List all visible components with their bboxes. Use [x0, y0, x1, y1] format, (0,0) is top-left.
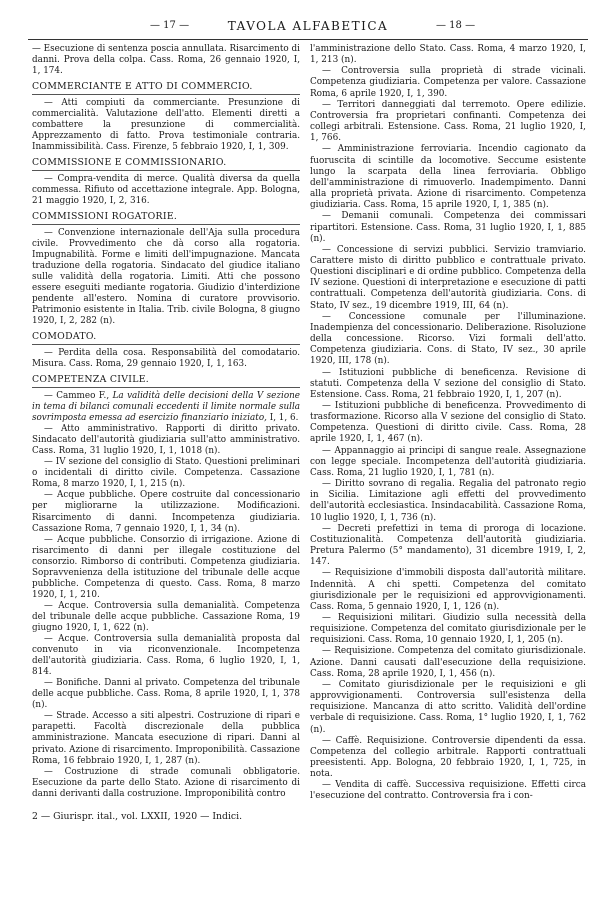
index-entry: — Concessione comunale per l'illuminazione. Inadempienza del concessionario. Deliberazione. Risoluzione della concessione. Ricorso. Vizi formali dell'atto. Competenza giudiziaria. Cons. di Stato, IV sez., 30 aprile 1920, III, 178 (n). [310, 311, 586, 367]
index-entry: — Atto amministrativo. Rapporti di diritto privato. Sindacato dell'autorità giudiziaria sull'atto amministrativo. Cass. Roma, 31 luglio 1920, I, 1, 1018 (n). [32, 424, 300, 457]
heading-underline [32, 224, 300, 225]
index-entry: — Diritto sovrano di regalia. Regalia del patronato regio in Sicilia. Limitazione agli effetti del provvedimento dell'autorità ecclesiastica. Insindacabilità. Cassazione Roma, 10 luglio 1920, I, 1, 736 (n). [310, 479, 586, 523]
page-title: TAVOLA ALFABETICA [227, 19, 389, 33]
header-rule [28, 39, 588, 40]
section-heading-text: COMMERCIANTE E ATTO DI COMMERCIO. [32, 81, 253, 93]
entry-italic-title: La validità delle decisioni della V sezione in tema di bilanci comunali eccedenti il limite normale sulla sovrimposta emessa ad esercizio finanziario iniziato, [32, 391, 300, 424]
section-heading [32, 157, 300, 171]
index-entry: — Concessione di servizi pubblici. Servizio tramviario. Carattere misto di diritto pubblico e contrattuale privato. Questioni disciplinari e di ordine pubblico. Competenza della IV sezione. Questioni di interpretazione e esecuzione di patti contrattuali. Competenza dell'autorità giudiziaria. Cons. di Stato, IV sez., 19 dicembre 1919, III, 64 (n). [310, 244, 586, 311]
heading-underline [32, 170, 300, 171]
section-heading [32, 81, 300, 95]
index-entry: l'amministrazione dello Stato. Cass. Roma, 4 marzo 1920, I, 1, 213 (n). [310, 44, 586, 66]
index-entry: — Strade. Accesso a siti alpestri. Costruzione di ripari e parapetti. Facoltà discrezionale della pubblica amministrazione. Mancata esecuzione di ripari. Danni al privato. Azione di risarcimento. Improponibilità. Cassazione Roma, 16 febbraio 1920, I, 1, 287 (n). [32, 711, 301, 766]
index-entry: — Appannaggio ai principi di sangue reale. Assegnazione con legge speciale. Incompetenza dell'autorità giudiziaria. Cass. Roma, 21 luglio 1920, I, 1, 781 (n). [310, 445, 586, 478]
right-column [310, 44, 586, 803]
index-entry: — Decreti prefettizi in tema di proroga di locazione. Costituzionalità. Competenza dell'autorità giudiziaria. Pretura Palermo (5° mandamento), 31 dicembre 1919, I, 2, 147. [310, 523, 586, 568]
index-entry: — Atti compiuti da commerciante. Presunzione di commercialità. Valutazione dell'atto. Elementi diretti a combattere la presunzione di commercialità. Apprezzamento di fatto. Prova testimoniale contraria. Inammissibilità. Cass. Firenze, 5 febbraio 1920, I, 1, 309. [32, 97, 300, 153]
index-entry: — Requisizione. Competenza del comitato giurisdizionale. Azione. Danni causati dall'esecuzione della requisizione. Cass. Roma, 28 aprile 1920, I, 1, 456 (n). [310, 646, 586, 679]
section-heading-text: COMPETENZA CIVILE. [32, 374, 150, 386]
section-heading [32, 374, 300, 388]
heading-underline [32, 344, 300, 345]
index-entry: — Istituzioni pubbliche di beneficenza. Revisione di statuti. Competenza della V sezione del consiglio di Stato. Estensione. Cass. Roma, 21 febbraio 1920, I, 1, 207 (n). [310, 367, 586, 400]
index-entry: — Requisizione d'immobili disposta dall'autorità militare. Indennità. A chi spetti. Competenza del comitato giurisdizionale per le requisizioni ed approvvigionamenti. Cass. Roma, 5 gennaio 1920, I, 1, 126 (n). [310, 568, 586, 612]
index-entry: — Convenzione internazionale dell'Aja sulla procedura civile. Provvedimento che dà corso alla rogatoria. Impugnabilità. Forme e limiti dell'impugnazione. Mancata traduzione della rogatoria. Sindacato del giudice italiano sulle validità della rogatoria. Limiti. Atti che possono essere eseguiti mediante rogatoria. Giudizio d'interdizione pendente all'estero. Nomina di curatore provvisorio. Patrimonio esistente in Italia. Trib. civile Bologna, 8 giugno 1920, I, 2, 282 (n). [32, 227, 300, 327]
section-heading [32, 331, 300, 345]
index-entry: — Bonifiche. Danni al privato. Competenza del tribunale delle acque pubbliche. Cass. Roma, 8 aprile 1920, I, 1, 378 (n). [32, 678, 300, 711]
index-entry: — Acque. Controversia sulla demanialità proposta dal convenuto in via riconvenzionale. Incompetenza dell'autorità giudiziaria. Cass. Roma, 6 luglio 1920, I, 1, 814. [32, 634, 300, 678]
index-entry [32, 391, 300, 424]
index-entry: — Compra-vendita di merce. Qualità diversa da quella commessa. Rifiuto od accettazione integrale. App. Bologna, 21 maggio 1920, I, 2, 316. [32, 173, 300, 207]
index-entry: — Amministrazione ferroviaria. Incendio cagionato da fuoruscita di scintille da locomotive. Seccume esistente lungo la scarpata della linea ferroviaria. Obbligo dell'amministrazione di rimuoverlo. Inadempimento. Danni alla proprietà privata. Azione di risarcimento. Competenza giudiziaria. Cass. Roma, 15 aprile 1920, I, 1, 385 (n). [310, 144, 586, 211]
section-heading-text: COMMISSIONE E COMMISSIONARIO. [32, 157, 227, 169]
heading-underline [32, 94, 300, 95]
index-entry: — Acque pubbliche. Consorzio di irrigazione. Azione di risarcimento di danni per illegale costituzione del consorzio. Rimborso di contributi. Competenza giudiziaria. Sopravvenienza della istituzione del tribunale delle acque pubbliche. Competenza di questo. Cass. Roma, 8 marzo 1920, I, 1, 210. [32, 534, 300, 600]
left-column [32, 44, 300, 800]
index-entry: — Istituzioni pubbliche di beneficenza. Provvedimento di trasformazione. Ricorso alla V sezione del consiglio di Stato. Competenza. Questioni di diritto civile. Cass. Roma, 28 aprile 1920, I, 1, 467 (n). [310, 401, 586, 445]
index-entry: — Controversia sulla proprietà di strade vicinali. Competenza giudiziaria. Competenza per valore. Cassazione Roma, 6 aprile 1920, I, 1, 390. [310, 66, 586, 99]
index-entry: — Perdita della cosa. Responsabilità del comodatario. Misura. Cass. Roma, 29 gennaio 1920, I, 1, 163. [32, 348, 300, 370]
index-entry: — Comitato giurisdizionale per le requisizioni e gli approvvigionamenti. Controversia sull'esistenza della requisizione. Mancanza di atto scritto. Validità dell'ordine verbale di requisizione. Cass. Roma, 1° luglio 1920, I, 1, 762 (n). [310, 679, 586, 735]
page-footer: 2 — Giurispr. ital., vol. LXXII, 1920 — Indici. [32, 811, 243, 822]
page-header [28, 16, 588, 40]
index-entry: — Acque. Controversia sulla demanialità. Competenza del tribunale delle acque pubbliche. Cassazione Roma, 19 giugno 1920, I, 1, 622 (n). [32, 600, 300, 633]
index-entry: — Vendita di caffè. Successiva requisizione. Effetti circa l'esecuzione del contratto. Controversia fra i con- [310, 780, 586, 802]
index-entry: — Acque pubbliche. Opere costruite dal concessionario per migliorarne la utilizzazione. Modificazioni. Risarcimento di danni. Incompetenza giudiziaria. Cassazione Roma, 7 gennaio 1920, I, 1, 34 (n). [32, 490, 300, 534]
index-entry: — Costruzione di strade comunali obbligatorie. Esecuzione da parte dello Stato. Azione di risarcimento di danni derivanti dalla costruzione. Improponibilità contro [32, 766, 300, 799]
section-heading-text: COMODATO. [32, 331, 97, 343]
section-heading [32, 211, 300, 225]
page-number-right: — 18 — [436, 20, 476, 31]
heading-underline [32, 387, 300, 388]
index-entry: — IV sezione del consiglio di Stato. Questioni preliminari o incidentali di diritto civile. Competenza. Cassazione Roma, 8 marzo 1920, I, 1, 215 (n). [32, 457, 300, 490]
entry-text-part: I, 1, 6. [266, 413, 299, 424]
page-number-left: — 17 — [150, 20, 190, 31]
index-entry: — Territori danneggiati dal terremoto. Opere edilizie. Controversia fra proprietari confinanti. Competenza dei collegi arbitrali. Estensione. Cass. Roma, 21 luglio 1920, I, 1, 766. [310, 99, 586, 144]
index-entry: — Demanii comunali. Competenza dei commissari ripartitori. Estensione. Cass. Roma, 31 luglio 1920, I, 1, 885 (n). [310, 211, 586, 244]
index-entry: — Requisizioni militari. Giudizio sulla necessità della requisizione. Competenza del comitato giurisdizionale per le requisizioni. Cass. Roma, 10 gennaio 1920, I, 1, 205 (n). [310, 612, 586, 646]
entry-text-part: — Cammeo F., [44, 391, 113, 402]
index-entry: — Caffè. Requisizione. Controversie dipendenti da essa. Competenza del collegio arbitrale. Rapporti contrattuali preesistenti. App. Bologna, 20 febbraio 1920, I, 1, 725, in nota. [310, 735, 586, 780]
index-entry: — Esecuzione di sentenza poscia annullata. Risarcimento di danni. Prova della colpa. Cass. Roma, 26 gennaio 1920, I, 1, 174. [32, 44, 300, 77]
section-heading-text: COMMISSIONI ROGATORIE. [32, 211, 178, 223]
